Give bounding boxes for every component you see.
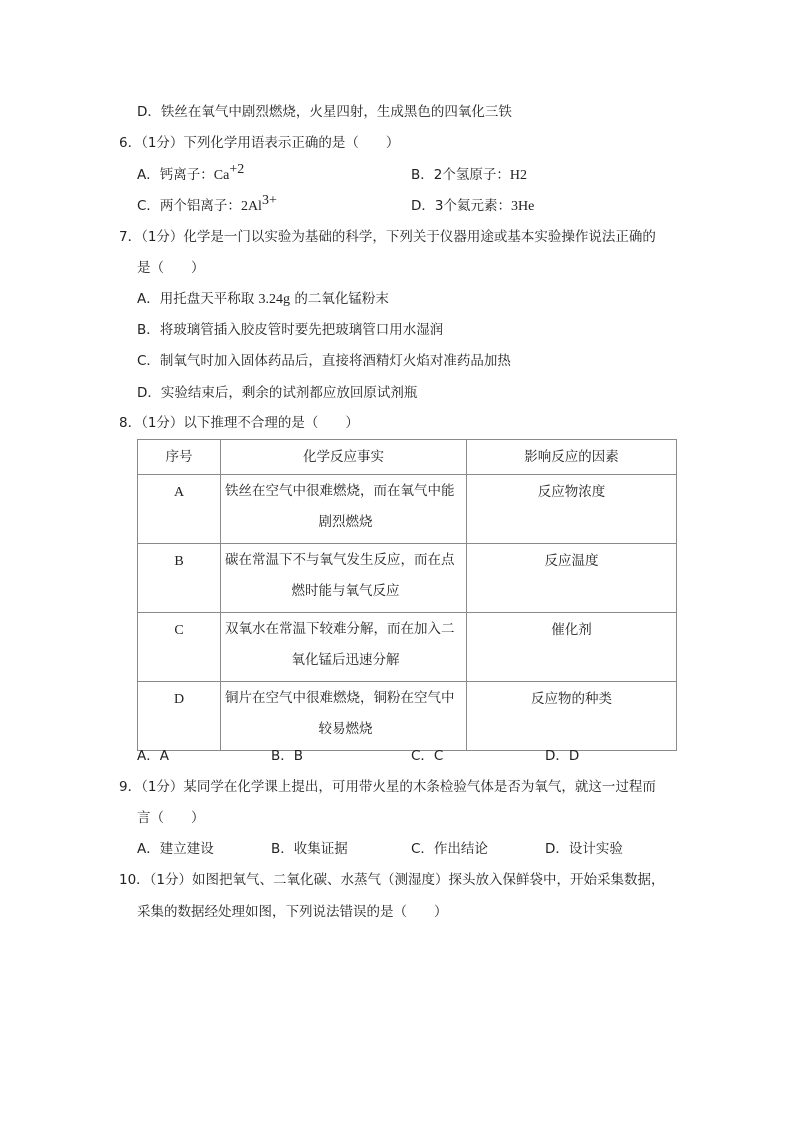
- q8-row-fact-line1: 铜片在空气中很难燃烧，铜粉在空气中: [225, 690, 455, 706]
- q9-option-b: B．收集证据: [271, 841, 348, 857]
- q9-option-c: C．作出结论: [411, 841, 488, 857]
- q8-row-factor: 反应物的种类: [467, 682, 677, 751]
- q5-option-d: D．铁丝在氧气中剧烈燃烧，火星四射，生成黑色的四氧化三铁: [137, 104, 512, 120]
- q9-option-a: A．建立建设: [137, 841, 214, 857]
- table-row: [138, 544, 677, 613]
- q8-row-id: D: [138, 682, 221, 751]
- q9-stem-line2: 言（ ）: [137, 810, 205, 826]
- q10-stem-line2: 采集的数据经处理如图，下列说法错误的是（ ）: [137, 904, 448, 920]
- q8-row-fact: [221, 613, 467, 682]
- q6-option-c: [137, 192, 277, 216]
- q8-row-fact-line1: 双氧水在常温下较难分解，而在加入二: [225, 621, 455, 637]
- q8-header-number: 序号: [138, 440, 221, 475]
- q7-stem-line1: 7．（1分）化学是一门以实验为基础的科学，下列关于仪器用途或基本实验操作说法正确的: [119, 229, 656, 245]
- q9-stem-line1: 9．（1分）某同学在化学课上提出，可用带火星的木条检验气体是否为氧气，就这一过程而: [119, 779, 656, 795]
- q8-row-fact: [221, 475, 467, 544]
- q8-option-a: A．A: [137, 748, 169, 764]
- q10-stem-line1: 10．（1分）如图把氧气、二氧化碳、水蒸气（测湿度）探头放入保鲜袋中，开始采集数据，: [119, 872, 665, 888]
- q8-row-fact-line1: 铁丝在空气中很难燃烧，而在氧气中能: [225, 483, 455, 499]
- q7-option-b: B．将玻璃管插入胶皮管时要先把玻璃管口用水湿润: [137, 322, 444, 338]
- q7-option-a-pre: A．用托盘天平称取: [137, 291, 259, 307]
- q8-header-fact: 化学反应事实: [221, 440, 467, 475]
- q6-option-b-text: B．2个氢原子：: [411, 167, 510, 183]
- q8-row-id: A: [138, 475, 221, 544]
- q6-option-a-formula: Ca: [213, 168, 230, 183]
- q8-table: [137, 439, 677, 751]
- q8-row-factor: 反应物浓度: [467, 475, 677, 544]
- table-row: [138, 682, 677, 751]
- q6-option-b-formula: H2: [509, 168, 527, 183]
- q8-row-id: B: [138, 544, 221, 613]
- q6-option-a-charge: +2: [229, 161, 245, 177]
- q7-option-d: D．实验结束后，剩余的试剂都应放回原试剂瓶: [137, 385, 418, 401]
- q8-row-fact-line2: 燃时能与氧气反应: [291, 583, 400, 599]
- q8-row-fact-line2: 氧化锰后迅速分解: [291, 652, 400, 668]
- q8-row-factor: 催化剂: [467, 613, 677, 682]
- q6-option-b: [411, 166, 527, 185]
- q8-option-d: D．D: [545, 748, 580, 764]
- q7-option-a-num: 3.24g: [258, 292, 291, 307]
- q6-option-d-text: D．3个氦元素：: [411, 198, 511, 214]
- q7-option-a: [137, 290, 389, 309]
- q8-row-fact: [221, 682, 467, 751]
- q6-option-c-charge: 3+: [261, 192, 277, 208]
- q8-row-fact: [221, 544, 467, 613]
- q6-option-c-formula: 2Al: [240, 199, 262, 214]
- q8-header-factor: 影响反应的因素: [467, 440, 677, 475]
- q6-stem: 6．（1分）下列化学用语表示正确的是（ ）: [119, 135, 400, 151]
- table-row: [138, 475, 677, 544]
- q8-stem: 8．（1分）以下推理不合理的是（ ）: [119, 415, 359, 431]
- q6-option-a-text: A．钙离子：: [137, 167, 214, 183]
- q8-row-id: C: [138, 613, 221, 682]
- q6-option-a: [137, 161, 245, 185]
- q6-option-c-text: C．两个铝离子：: [137, 198, 241, 214]
- q7-stem-line2: 是（ ）: [137, 260, 205, 276]
- q6-option-d: [411, 197, 534, 216]
- q8-row-fact-line1: 碳在常温下不与氧气发生反应，而在点: [225, 552, 455, 568]
- q8-row-factor: 反应温度: [467, 544, 677, 613]
- q8-table-header-row: [138, 440, 677, 475]
- q8-option-c: C．C: [411, 748, 444, 764]
- q8-option-b: B．B: [271, 748, 304, 764]
- q9-option-d: D．设计实验: [545, 841, 623, 857]
- q6-option-d-formula: 3He: [510, 199, 535, 214]
- q8-row-fact-line2: 较易燃烧: [318, 721, 373, 737]
- table-row: [138, 613, 677, 682]
- q7-option-a-post: 的二氧化锰粉末: [290, 291, 389, 307]
- q7-option-c: C．制氧气时加入固体药品后，直接将酒精灯火焰对准药品加热: [137, 353, 511, 369]
- q8-row-fact-line2: 剧烈燃烧: [318, 514, 373, 530]
